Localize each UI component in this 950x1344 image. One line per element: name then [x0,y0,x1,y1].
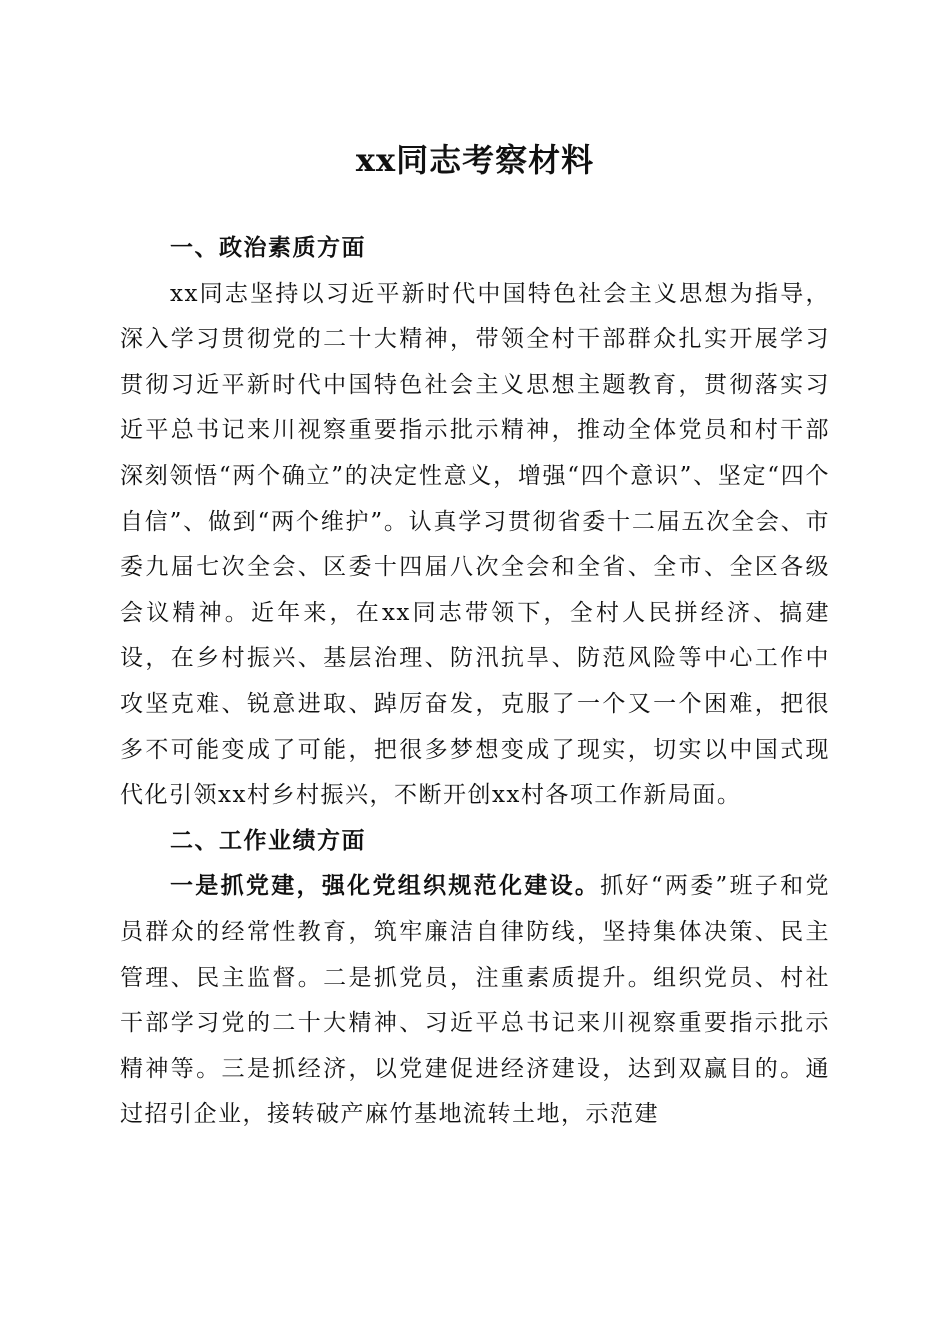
paragraph-lead-text: 一是抓党建，强化党组织规范化建设。 [170,873,601,900]
section-paragraph-work [120,864,830,1138]
section-heading-political: 一、政治素质方面 [170,235,366,261]
document-title: xx同志考察材料 [355,141,595,179]
document-body [120,226,830,1138]
paragraph-body-text: 抓好“两委”班子和党员群众的经常性教育，筑牢廉洁自律防线，坚持集体决策、民主管理、民主监督。二是抓党员，注重素质提升。组织党员、村社干部学习党的二十大精神、习近平总书记来川视察重要指示批示精神等。三是抓经济，以党建促进经济建设，达到双赢目的。通过招引企业，接转破产麻竹基地流转土地，示范建 [120,873,830,1128]
section-heading-work: 二、工作业绩方面 [170,827,366,854]
section-paragraph-political: xx同志坚持以习近平新时代中国特色社会主义思想为指导，深入学习贯彻党的二十大精神，带领全村干部群众扎实开展学习贯彻习近平新时代中国特色社会主义思想主题教育，贯彻落实习近平总书记来川视察重要指示批示精神，推动全体党员和村干部深刻领悟“两个确立”的决定性意义，增强“四个意识”、坚定“四个自信”、做到“两个维护”。认真学习贯彻省委十二届五次全会、市委九届七次全会、区委十四届八次全会和全省、全市、全区各级会议精神。近年来，在xx同志带领下，全村人民拼经济、搞建设，在乡村振兴、基层治理、防汛抗旱、防范风险等中心工作中攻坚克难、锐意进取、踔厉奋发，克服了一个又一个困难，把很多不可能变成了可能，把很多梦想变成了现实，切实以中国式现代化引领xx村乡村振兴，不断开创xx村各项工作新局面。 [120,280,830,809]
